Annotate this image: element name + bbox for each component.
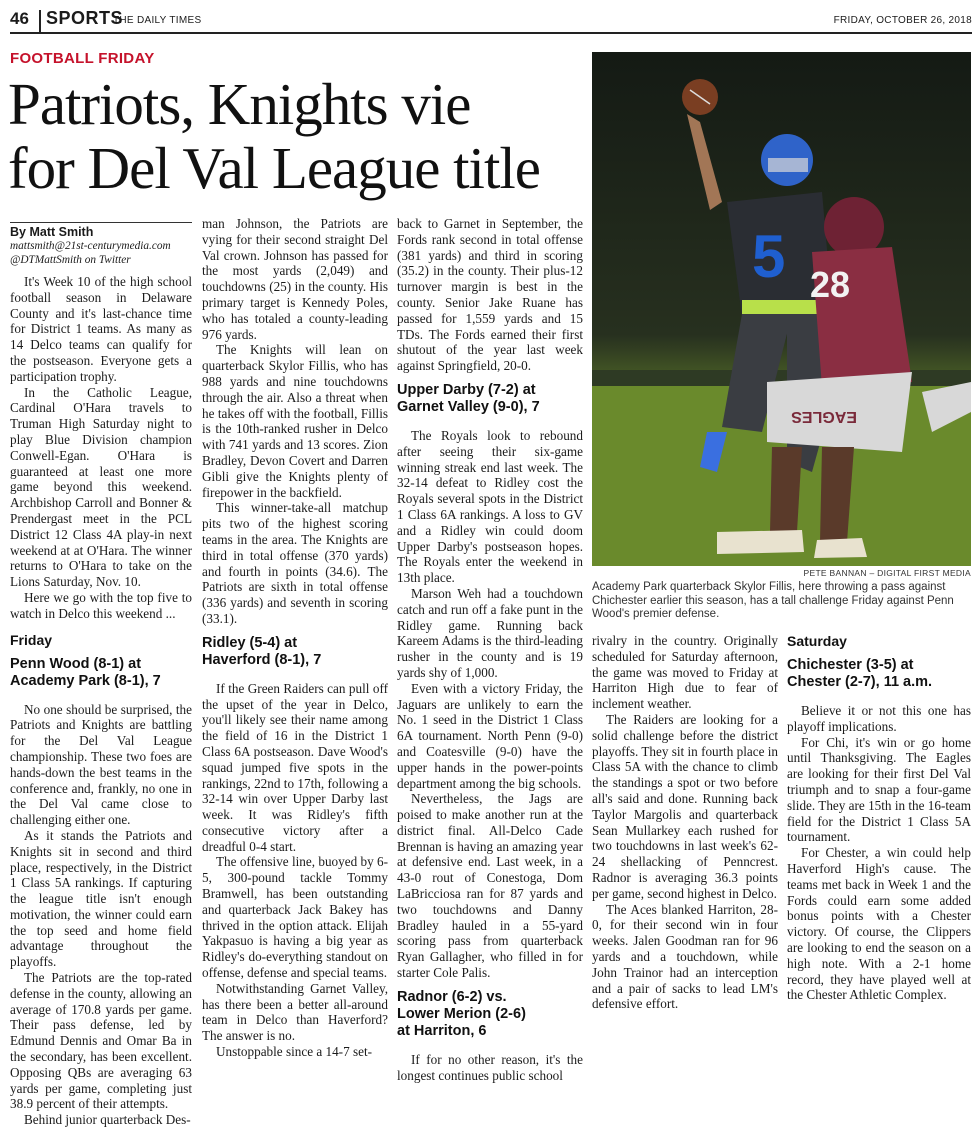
paragraph: back to Garnet in September, the Fords rank second in total offense (381 yards) and third in scoring (35.2) in the county. Their plus-12 turnover margin is best in the county. Senior Jake Ruane has passed for 1,559 yards and 15 TDs. The Fords earned their first shutout of the year last week against Springfield, 20-0. (397, 216, 583, 374)
game-heading-line: Upper Darby (7-2) at (397, 381, 536, 398)
byline-email: mattsmith@21st-centurymedia.com (10, 240, 171, 252)
defender-cleat (814, 538, 867, 558)
game-heading-line: Haverford (8-1), 7 (202, 651, 322, 668)
game-heading-line: Penn Wood (8-1) at (10, 655, 142, 672)
section-name: SPORTS (46, 8, 124, 28)
headline-line-2: for Del Val League title (8, 135, 540, 201)
game-heading-line: Ridley (5-4) at (202, 634, 298, 651)
issue-date: FRIDAY, OCTOBER 26, 2018 (833, 15, 972, 26)
byline-twitter: @DTMattSmith on Twitter (10, 253, 131, 266)
kicker: FOOTBALL FRIDAY (10, 50, 155, 67)
column-4 (592, 633, 778, 1012)
game-heading-line: Garnet Valley (9-0), 7 (397, 398, 540, 415)
qb-jersey-number: 5 (752, 223, 786, 290)
paragraph: No one should be surprised, the Patriots and Knights are battling for the Del Val League championship. These two foes are hands-down the best teams in the conference and, frankly, no one in the Del Val came close to challenging either one. (10, 701, 192, 828)
paragraph: Believe it or not this one has playoff implications. (787, 703, 971, 734)
photo-credit: PETE BANNAN – DIGITAL FIRST MEDIA (803, 568, 971, 578)
paragraph: man Johnson, the Patriots are vying for their second straight Del Val crown. Johnson has passed for the most yards (2,049) and touchdowns (25) in the county. His primary target is Kennedy Poles, who has totaled a county-leading 976 yards. (202, 216, 388, 342)
qb-facemask (768, 158, 808, 172)
defender-jersey-number: 28 (810, 264, 851, 305)
paragraph: The Royals look to rebound after seeing their six-game winning streak end last week. The 32-14 defeat to Ridley cost the Royals several spots in the District 1 Class 6A rankings. A loss to GV and a Ridley win could doom Upper Darby's postseason hopes. The Royals enter the weekend in 13th place. (397, 427, 583, 586)
paragraph: Behind junior quarterback Des- (24, 1112, 191, 1128)
column-1 (10, 222, 192, 1128)
paragraph: In the Catholic League, Cardinal O'Hara travels to Truman High Saturday night to play Blue Division champion Conwell-Egan. O'Hara is guaranteed at least one more game beyond this weekend. Archbishop Carroll and Bonner & Prendergast meet in the PCL District 12 Class 4A play-in next weekend at at O'Hara. The winner returns to O'Hara to take on the Lions Saturday, Nov. 10. (10, 384, 192, 590)
paragraph: Marson Weh had a touchdown catch and run off a fake punt in the Ridley game. Running back Kareem Adams is the third-leading rusher in the county and is 19 yards shy of 1,000. (397, 585, 583, 680)
game-photo (592, 52, 971, 566)
defender-pants-text: EAGLES (791, 408, 857, 425)
paragraph: The Knights will lean on quarterback Skylor Fillis, who has 988 yards and nine touchdowns through the air. Also a threat when he takes off with the football, Fillis is the 10th-ranked rusher in Delco with 741 yards and 13 scores. Zion Bradley, Devon Covert and Darren Gibli give the Knights plenty of firepower in the backfield. (202, 342, 388, 500)
headline-line-1: Patriots, Knights vie (8, 71, 471, 137)
paragraph: Nevertheless, the Jags are poised to make another run at the district final. All-Delco Cade Brennan is having an amazing year at defensive end. Last week, in a 43-0 rout of Conestoga, Dom LaBricciosa ran for 87 yards and two touchdowns and Danny Bradley hauled in a 55-yard scoring pass from quarterback Ryan Gallagher, who filled in for starter Cole Palis. (397, 791, 583, 981)
day-heading-friday: Friday (10, 631, 53, 648)
paragraph: It's Week 10 of the high school football season in Delaware County and it's last-chance time for District 1 teams. As many as 14 Delco teams can qualify for the postseason. Everyone gets a participation trophy. (10, 274, 192, 384)
column-5 (787, 633, 971, 1003)
paragraph: The Raiders are looking for a solid challenge before the district playoffs. They sit in fourth place in Class 5A with the chance to climb the standings a spot or two before all's said and done. Running back Taylor Margolis and quarterback Sean Mullarkey each rushed for two touchdowns in last week's 62-24 shellacking of Penncrest. Radnor is averaging 36.3 points per game, second highest in Delco. (592, 711, 778, 901)
paragraph: As it stands the Patriots and Knights sit in second and third place, respectively, in the District 1 Class 5A rankings. If capturing the league title isn't enough motivation, the winner could earn the top seed and home field advantage throughout the playoffs. (10, 827, 192, 970)
paragraph: Unstoppable since a 14-7 set- (216, 1044, 373, 1060)
page-header (10, 8, 972, 34)
column-2 (202, 216, 388, 1060)
paragraph: rivalry in the country. Originally scheduled for Saturday afternoon, the game was moved to Friday at Harriton High due to fear of inclement weather. (592, 633, 778, 712)
game-heading-line: Radnor (6-2) vs. (397, 988, 507, 1005)
defender-cleat (717, 530, 804, 554)
paper-name: THE DAILY TIMES (113, 15, 202, 26)
game-heading (787, 657, 971, 691)
paragraph: Notwithstanding Garnet Valley, has there been a better all-around team in Delco than Haverford? The answer is no. (202, 980, 388, 1044)
paragraph: This winner-take-all matchup pits two of the highest scoring teams in the area. The Knights are third in total offense (370 yards) and fourth in points (34.6). The Patriots are sixth in total offense (336 yards) and seventh in scoring (33.1). (202, 500, 388, 626)
paragraph: For Chi, it's win or go home until Thanksgiving. The Eagles are looking for their first Del Val triumph and to snap a four-game slide. They are 15th in the 16-team field for the District 1 Class 5A tournament. (787, 734, 971, 845)
photo-illustration (592, 52, 971, 566)
paragraph: If for no other reason, it's the longest continues public school (397, 1051, 583, 1083)
game-heading-line: Chester (2-7), 11 a.m. (787, 674, 933, 690)
page-number: 46 (10, 9, 29, 28)
paragraph: The Aces blanked Harriton, 28-0, for their second win in four weeks. Jalen Goodman ran for 96 yards and a touchdown, while John Trainor had an interception and a pair of sacks to lead LM's defensive effort. (592, 901, 778, 1012)
paragraph: The offensive line, buoyed by 6-5, 300-pound tackle Tommy Bramwell, has been outstanding and quarterback Jack Bakey has thrived in the option attack. Elijah Yakpasuo is having a big year as Ridley's do-everything standout on offense, defense and special teams. (202, 854, 388, 981)
game-heading-line: Academy Park (8-1), 7 (10, 672, 161, 689)
game-heading (397, 989, 583, 1040)
photo-caption: Academy Park quarterback Skylor Fillis, here throwing a pass against Chichester earlier this season, has a tall challenge Friday against Penn Wood's premier defense. (592, 581, 954, 620)
paragraph: For Chester, a win could help Haverford High's cause. The teams met back in Week 1 and the Fords could earn some added bonus points with a Chester victory. Of course, the Clippers are looking to end the season on a high note. With a 2-1 home record, they have played well at the Chester Athletic Complex. (787, 845, 971, 1003)
game-heading-line: at Harriton, 6 (397, 1022, 487, 1039)
paragraph: Here we go with the top five to watch in Delco this weekend ... (10, 589, 192, 621)
game-heading-line: Lower Merion (2-6) (397, 1005, 526, 1022)
paragraph: If the Green Raiders can pull off the upset of the year in Delco, you'll likely see their name among the field of 16 in the District 1 Class 6A postseason. Dave Wood's squad jumped five spots in the rankings, 22nd to 17th, following a 32-14 win over Upper Darby last week. It was Ridley's fifth consecutive victory after a dreadful 0-4 start. (202, 680, 388, 854)
game-heading (397, 382, 583, 416)
day-heading-saturday: Saturday (787, 633, 847, 649)
paragraph: The Patriots are the top-rated defense in the county, allowing an average of 170.8 yards per game. Their pass defense, led by Edmund Dennis and Omar Ba in the secondary, has been excellent. Opposing QBs are averaging 63 yards per game, completing just 38.9 percent of their attempts. (10, 970, 192, 1112)
game-heading (202, 635, 388, 669)
headline (8, 72, 588, 200)
game-heading (10, 656, 192, 690)
byline-author: By Matt Smith (10, 222, 192, 240)
defender-leg (770, 447, 802, 532)
defender-helmet (824, 197, 884, 257)
paragraph: Even with a victory Friday, the Jaguars are unlikely to earn the No. 1 seed in the District 1 Class 6A tournament. North Penn (9-0) and Coatesville (9-0) have the upper hands in the power-points department among the big schools. (397, 680, 583, 791)
header-divider (39, 10, 41, 32)
game-heading-line: Chichester (3-5) at (787, 657, 914, 673)
column-3 (397, 216, 583, 1083)
